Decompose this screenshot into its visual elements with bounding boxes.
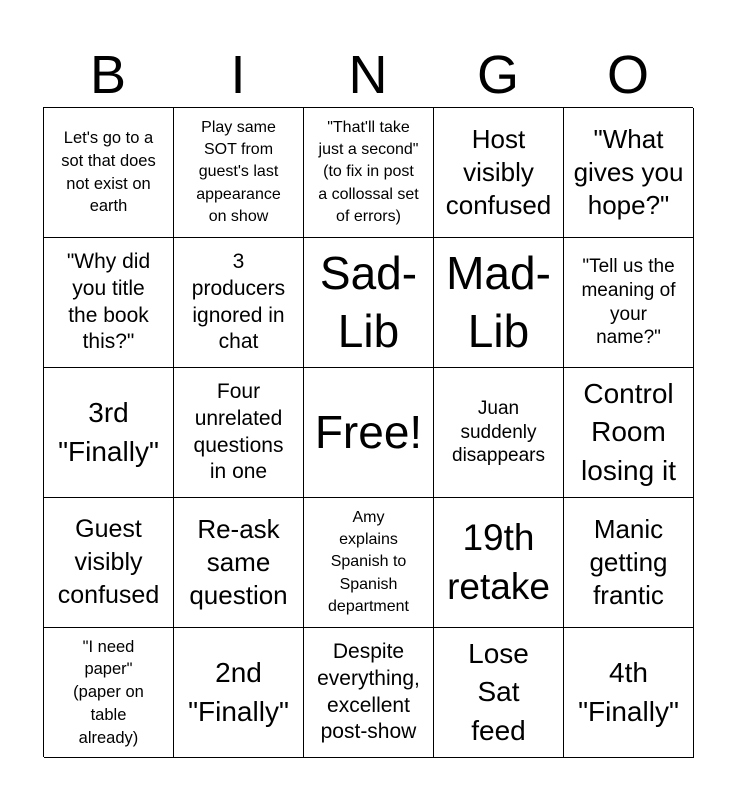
bingo-cell[interactable]: Lose Sat feed xyxy=(434,628,564,758)
header-letter-o: O xyxy=(606,45,649,105)
bingo-cell[interactable]: Guest visibly confused xyxy=(44,498,174,628)
header-letter-b: B xyxy=(89,45,127,105)
bingo-cell[interactable]: "Tell us the meaning of your name?" xyxy=(564,238,694,368)
header-letter-n: N xyxy=(348,45,388,105)
bingo-cell[interactable]: "Why did you title the book this?" xyxy=(44,238,174,368)
bingo-cell[interactable]: Manic getting frantic xyxy=(564,498,694,628)
bingo-cell[interactable]: "That'll take just a second" (to fix in post a collossal set of errors) xyxy=(304,108,434,238)
bingo-cell[interactable]: Free! xyxy=(304,368,434,498)
bingo-cell[interactable]: Control Room losing it xyxy=(564,368,694,498)
bingo-cell[interactable]: Let's go to a sot that does not exist on earth xyxy=(44,108,174,238)
bingo-cell[interactable]: "I need paper" (paper on table already) xyxy=(44,628,174,758)
header-letter-g: G xyxy=(476,45,519,105)
bingo-cell[interactable]: 4th "Finally" xyxy=(564,628,694,758)
bingo-cell[interactable]: Amy explains Spanish to Spanish department xyxy=(304,498,434,628)
bingo-header xyxy=(43,44,693,106)
bingo-cell[interactable]: Sad- Lib xyxy=(304,238,434,368)
bingo-card-grid xyxy=(43,107,693,757)
header-letter-i: I xyxy=(230,45,246,105)
bingo-cell[interactable]: Mad- Lib xyxy=(434,238,564,368)
bingo-cell[interactable]: Juan suddenly disappears xyxy=(434,368,564,498)
bingo-cell[interactable]: Despite everything, excellent post-show xyxy=(304,628,434,758)
bingo-cell[interactable]: Four unrelated questions in one xyxy=(174,368,304,498)
bingo-cell[interactable]: "What gives you hope?" xyxy=(564,108,694,238)
bingo-cell[interactable]: Host visibly confused xyxy=(434,108,564,238)
bingo-cell[interactable]: 3 producers ignored in chat xyxy=(174,238,304,368)
bingo-cell[interactable]: Re-ask same question xyxy=(174,498,304,628)
bingo-cell[interactable]: Play same SOT from guest's last appearance on show xyxy=(174,108,304,238)
bingo-cell[interactable]: 19th retake xyxy=(434,498,564,628)
bingo-cell[interactable]: 3rd "Finally" xyxy=(44,368,174,498)
bingo-cell[interactable]: 2nd "Finally" xyxy=(174,628,304,758)
